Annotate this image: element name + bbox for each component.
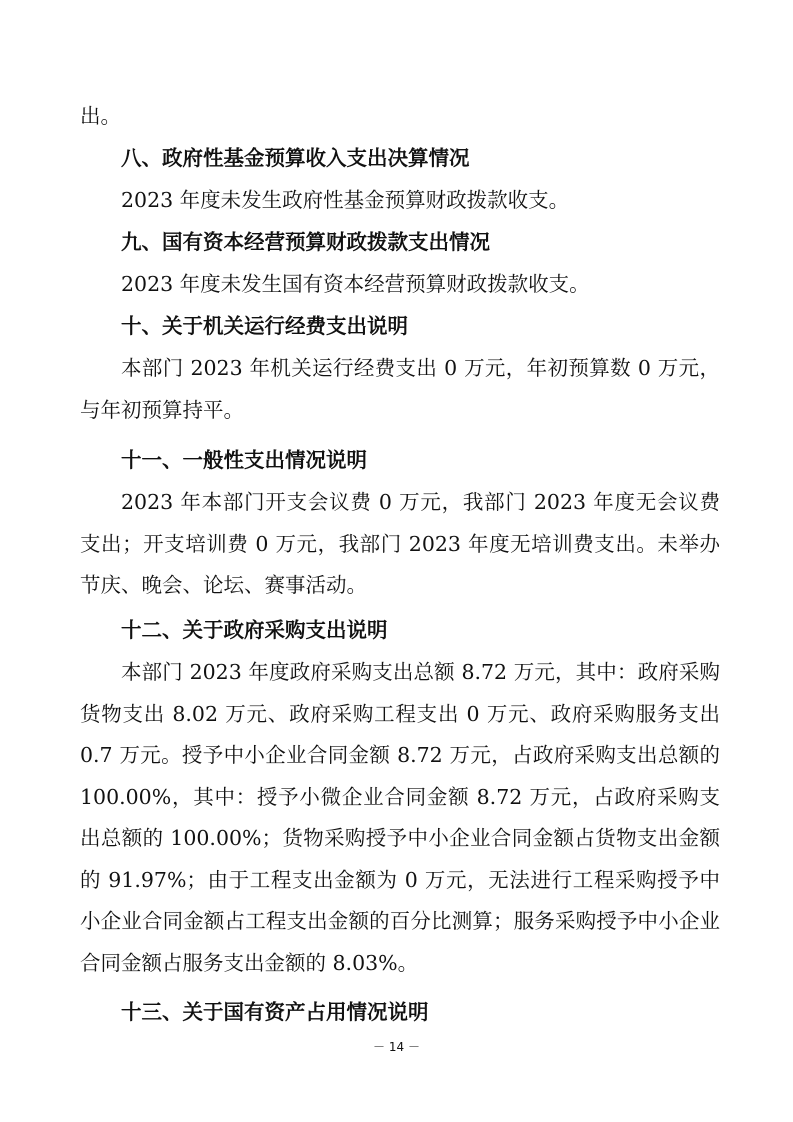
heading-section-11: 十一、一般性支出情况说明 — [121, 448, 367, 472]
paragraph-section-11: 2023 年本部门开支会议费 0 万元，我部门 2023 年度无会议费支出；开支培训费 0 万元，我部门 2023 年度无培训费支出。未举办节庆、晚会、论坛、赛事活动。 — [80, 490, 720, 597]
heading-section-10: 十、关于机关运行经费支出说明 — [121, 314, 408, 338]
heading-section-13: 十三、关于国有资产占用情况说明 — [121, 1000, 429, 1024]
paragraph-section-10: 本部门 2023 年机关运行经费支出 0 万元，年初预算数 0 万元，与年初预算持平。 — [80, 356, 720, 422]
heading-section-12: 十二、关于政府采购支出说明 — [121, 618, 388, 642]
page-number: － 14 － — [373, 1040, 420, 1054]
paragraph-continuation: 出。 — [80, 104, 121, 128]
heading-section-9: 九、国有资本经营预算财政拨款支出情况 — [121, 230, 490, 254]
paragraph-section-8: 2023 年度未发生政府性基金预算财政拨款收支。 — [121, 188, 570, 212]
paragraph-section-9: 2023 年度未发生国有资本经营预算财政拨款收支。 — [121, 272, 590, 296]
heading-section-8: 八、政府性基金预算收入支出决算情况 — [121, 146, 470, 170]
paragraph-section-12: 本部门 2023 年度政府采购支出总额 8.72 万元，其中：政府采购货物支出 8.02 万元、政府采购工程支出 0 万元、政府采购服务支出 0.7 万元。授予中小企业合同金额 8.72 万元，占政府采购支出总额的 100.00%，其中：授予小微企业合同金额 8.72 万元，占政府采购支出总额的 100.00%；货物采购授予中小企业合同金额占货物支出金额的 91.97%；由于工程支出金额为 0 万元，无法进行工程采购授予中小企业合同金额占工程支出金额的百分比测算；服务采购授予中小企业合同金额占服务支出金额的 8.03%。 — [80, 660, 720, 975]
